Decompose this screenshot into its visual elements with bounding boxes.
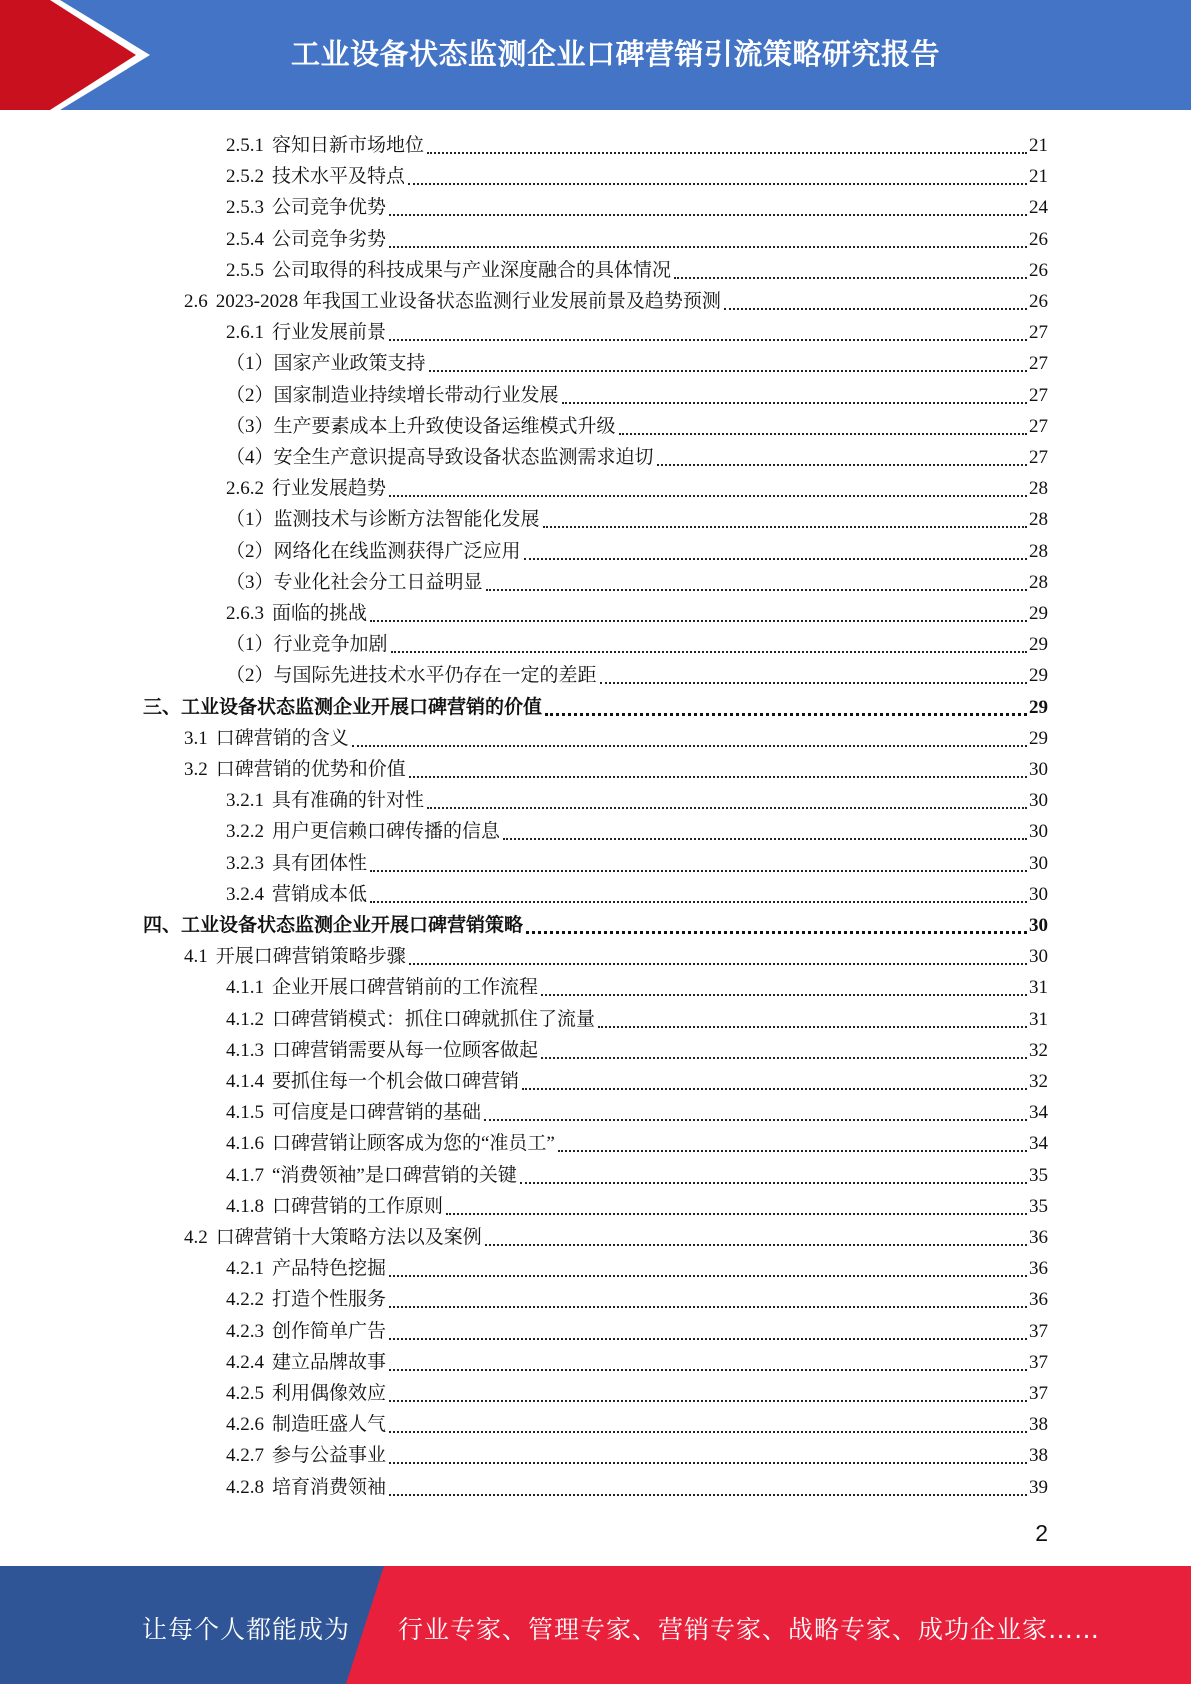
toc-entry[interactable] <box>143 690 1048 721</box>
toc-entry-page: 30 <box>1029 852 1048 874</box>
toc-entry[interactable] <box>226 846 1048 877</box>
toc-entry-page: 30 <box>1029 946 1048 968</box>
toc-leader-dots <box>484 1119 1027 1121</box>
toc-entry-label: 口碑营销的优势和价值 <box>215 759 406 780</box>
toc-entry[interactable] <box>226 1033 1048 1064</box>
toc-leader-dots <box>657 464 1027 466</box>
toc-entry-page: 29 <box>1029 634 1048 656</box>
toc-entry-number: 2.6.3 <box>226 603 264 624</box>
toc-entry[interactable] <box>226 502 1048 533</box>
toc-entry[interactable] <box>226 1064 1048 1095</box>
toc-entry-label: 口碑营销模式：抓住口碑就抓住了流量 <box>272 1008 596 1030</box>
toc-entry-label: 口碑营销需要从每一位顾客做起 <box>272 1039 539 1061</box>
toc-entry-label: 利用偶像效应 <box>272 1383 387 1404</box>
toc-entry-page: 21 <box>1029 135 1048 156</box>
toc-entry-number: 4.1.4 <box>226 1071 264 1092</box>
toc-entry-page: 30 <box>1029 915 1048 936</box>
toc-entry-number: 三、 <box>143 696 182 718</box>
toc-entry[interactable] <box>226 658 1048 689</box>
toc-leader-dots <box>524 558 1027 560</box>
toc-entry[interactable] <box>184 721 1048 752</box>
toc-entry[interactable] <box>226 253 1048 284</box>
toc-entry-label: 技术水平及特点 <box>272 166 406 188</box>
toc-entry-page: 30 <box>1029 759 1048 780</box>
toc-leader-dots <box>389 1462 1027 1464</box>
toc-leader-dots <box>352 745 1027 747</box>
toc-entry[interactable] <box>226 1407 1048 1438</box>
toc-leader-dots <box>485 1244 1027 1246</box>
toc-entry-number: （4） <box>226 447 274 468</box>
toc-leader-dots <box>391 651 1027 653</box>
toc-entry-label: 口碑营销让顾客成为您的“准员工” <box>272 1133 555 1155</box>
toc-entry-page: 26 <box>1029 228 1048 250</box>
toc-entry-number: 4.1 <box>184 946 208 968</box>
toc-entry-number: 4.1.1 <box>226 977 264 999</box>
toc-entry[interactable] <box>226 471 1048 502</box>
toc-entry-number: 2.5.3 <box>226 197 264 219</box>
toc-entry-page: 37 <box>1029 1383 1048 1404</box>
toc-entry-page: 29 <box>1029 665 1048 687</box>
toc-leader-dots <box>370 870 1027 872</box>
toc-entry-page: 36 <box>1029 1289 1048 1311</box>
toc-entry-page: 32 <box>1029 1039 1048 1061</box>
toc-leader-dots <box>389 1275 1027 1277</box>
toc-entry-number: 3.1 <box>184 727 208 749</box>
toc-entry-label: 专业化社会分工日益明显 <box>273 571 483 593</box>
toc-leader-dots <box>520 1182 1027 1184</box>
toc-entry-label: “消费领袖”是口碑营销的关键 <box>272 1164 517 1186</box>
toc-entry[interactable] <box>226 190 1048 221</box>
toc-leader-dots <box>429 370 1027 372</box>
toc-leader-dots <box>598 1026 1027 1028</box>
toc-leader-dots <box>389 339 1027 341</box>
toc-entry-label: 产品特色挖掘 <box>272 1258 387 1280</box>
toc-leader-dots <box>370 901 1027 903</box>
toc-entry-label: 工业设备状态监测企业开展口碑营销的价值 <box>181 696 543 718</box>
toc-entry[interactable] <box>226 627 1048 658</box>
toc-entry[interactable] <box>226 783 1048 814</box>
toc-entry-label: 用户更信赖口碑传播的信息 <box>272 821 501 843</box>
toc-entry-page: 36 <box>1029 1227 1048 1248</box>
toc-leader-dots <box>558 1150 1027 1152</box>
toc-entry-label: 口碑营销十大策略方法以及案例 <box>215 1227 482 1248</box>
toc-entry-label: 面临的挑战 <box>272 603 368 624</box>
toc-entry-page: 37 <box>1029 1320 1048 1342</box>
toc-entry-page: 39 <box>1029 1476 1048 1498</box>
toc-leader-dots <box>600 682 1027 684</box>
toc-entry[interactable] <box>226 222 1048 253</box>
toc-entry-page: 34 <box>1029 1133 1048 1155</box>
toc-entry-label: 建立品牌故事 <box>272 1351 387 1373</box>
toc-leader-dots <box>619 433 1027 435</box>
toc-entry-number: （1） <box>226 353 274 375</box>
toc-entry-label: 2023-2028 年我国工业设备状态监测行业发展前景及趋势预测 <box>215 291 721 312</box>
toc-entry-page: 21 <box>1029 166 1048 188</box>
toc-entry[interactable] <box>226 1126 1048 1157</box>
toc-leader-dots <box>408 183 1027 185</box>
toc-leader-dots <box>389 1494 1027 1496</box>
toc-entry-number: 4.1.3 <box>226 1039 264 1061</box>
toc-entry-number: 3.2 <box>184 759 208 780</box>
toc-leader-dots <box>724 308 1027 310</box>
footer-slogan-left: 让每个人都能成为 <box>142 1615 351 1644</box>
toc-entry-number: 4.1.6 <box>226 1133 264 1155</box>
toc-entry[interactable] <box>226 877 1048 908</box>
toc-entry-page: 38 <box>1029 1414 1048 1436</box>
toc-entry-page: 28 <box>1029 571 1048 593</box>
toc-entry-page: 27 <box>1029 384 1048 406</box>
toc-entry-page: 30 <box>1029 883 1048 905</box>
toc-entry-page: 29 <box>1029 727 1048 749</box>
toc-entry-label: 行业发展前景 <box>272 322 387 344</box>
toc-leader-dots <box>446 1213 1027 1215</box>
toc-entry-page: 28 <box>1029 509 1048 531</box>
toc-leader-dots <box>486 589 1027 591</box>
toc-entry[interactable] <box>226 378 1048 409</box>
toc-entry-number: 4.2.6 <box>226 1414 264 1436</box>
toc-leader-dots <box>541 1057 1027 1059</box>
toc-leader-dots <box>545 713 1027 716</box>
toc-entry-label: 监测技术与诊断方法智能化发展 <box>273 509 540 531</box>
toc-entry-label: 生产要素成本上升致使设备运维模式升级 <box>273 415 616 437</box>
toc-entry[interactable] <box>226 1470 1048 1501</box>
toc-entry-page: 26 <box>1029 259 1048 281</box>
toc-entry-number: 4.2.3 <box>226 1320 264 1342</box>
toc-entry-label: 行业竞争加剧 <box>273 634 388 656</box>
toc-entry-number: （2） <box>226 540 274 562</box>
toc-leader-dots <box>389 1400 1027 1402</box>
toc-entry-number: 3.2.2 <box>226 821 264 843</box>
toc-entry-number: 4.2.5 <box>226 1383 264 1404</box>
toc-entry-number: （3） <box>226 415 274 437</box>
toc-leader-dots <box>409 963 1027 965</box>
toc-entry-page: 31 <box>1029 977 1048 999</box>
toc-entry-page: 27 <box>1029 447 1048 468</box>
toc-leader-dots <box>389 495 1027 497</box>
toc-entry-label: 营销成本低 <box>272 883 368 905</box>
toc-entry[interactable] <box>226 409 1048 440</box>
toc-entry[interactable] <box>226 1158 1048 1189</box>
toc-entry-number: 2.5.2 <box>226 166 264 188</box>
toc-entry-page: 35 <box>1029 1164 1048 1186</box>
toc-entry-page: 35 <box>1029 1195 1048 1217</box>
toc-entry-label: 国家产业政策支持 <box>273 353 426 375</box>
toc-entry[interactable] <box>226 315 1048 346</box>
toc-entry[interactable] <box>184 1220 1048 1251</box>
toc-entry[interactable] <box>226 1095 1048 1126</box>
toc-entry-number: 4.1.8 <box>226 1195 264 1217</box>
toc-entry[interactable] <box>226 1376 1048 1407</box>
toc-entry-number: 4.2.4 <box>226 1351 264 1373</box>
toc-entry-label: 企业开展口碑营销前的工作流程 <box>272 977 539 999</box>
toc-entry-number: 3.2.3 <box>226 852 264 874</box>
toc-entry[interactable] <box>226 159 1048 190</box>
toc-entry-page: 27 <box>1029 353 1048 375</box>
toc-entry-page: 26 <box>1029 291 1048 312</box>
toc-entry-page: 32 <box>1029 1071 1048 1092</box>
toc-entry-label: 培育消费领袖 <box>272 1476 387 1498</box>
toc-leader-dots <box>370 620 1027 622</box>
toc-leader-dots <box>389 1431 1027 1433</box>
toc-leader-dots <box>389 1338 1027 1340</box>
toc-entry-page: 28 <box>1029 540 1048 562</box>
toc-entry-label: 口碑营销的工作原则 <box>272 1195 444 1217</box>
toc-entry-number: 2.5.5 <box>226 259 264 281</box>
toc-entry-page: 29 <box>1029 696 1048 718</box>
toc-entry-number: 4.2.2 <box>226 1289 264 1311</box>
toc-entry[interactable] <box>226 128 1048 159</box>
toc-entry-label: 口碑营销的含义 <box>215 727 349 749</box>
toc-entry-number: （3） <box>226 571 274 593</box>
toc-entry-page: 28 <box>1029 478 1048 500</box>
toc-entry-label: 网络化在线监测获得广泛应用 <box>273 540 521 562</box>
toc-entry-label: 具有团体性 <box>272 852 368 874</box>
toc-entry-number: 四、 <box>143 915 182 936</box>
toc-entry[interactable] <box>226 1345 1048 1376</box>
toc-entry-label: 国家制造业持续增长带动行业发展 <box>273 384 559 406</box>
toc-entry-label: 公司竞争劣势 <box>272 228 387 250</box>
toc-entry-page: 30 <box>1029 821 1048 843</box>
toc-entry-label: 行业发展趋势 <box>272 478 387 500</box>
toc-entry-page: 34 <box>1029 1102 1048 1124</box>
toc-entry-label: 公司取得的科技成果与产业深度融合的具体情况 <box>272 259 672 281</box>
toc-entry-number: 2.5.1 <box>226 135 264 156</box>
toc-entry-label: 要抓住每一个机会做口碑营销 <box>272 1071 520 1092</box>
toc-entry[interactable] <box>226 440 1048 471</box>
toc-entry-page: 24 <box>1029 197 1048 219</box>
toc-entry-number: （1） <box>226 509 274 531</box>
toc-entry-label: 安全生产意识提高导致设备状态监测需求迫切 <box>273 447 654 468</box>
toc-entry-number: 4.2.7 <box>226 1445 264 1467</box>
toc-leader-dots <box>503 838 1027 840</box>
toc-entry-label: 与国际先进技术水平仍存在一定的差距 <box>273 665 597 687</box>
toc-entry-number: 3.2.4 <box>226 883 264 905</box>
toc-entry-label: 具有准确的针对性 <box>272 790 425 812</box>
toc-entry-page: 27 <box>1029 322 1048 344</box>
toc-entry-page: 29 <box>1029 603 1048 624</box>
toc-entry[interactable] <box>226 1189 1048 1220</box>
toc-entry-number: 3.2.1 <box>226 790 264 812</box>
toc-entry[interactable] <box>226 1282 1048 1313</box>
toc-entry[interactable] <box>184 752 1048 783</box>
toc-leader-dots <box>562 402 1027 404</box>
toc-entry-number: 2.6.2 <box>226 478 264 500</box>
toc-entry-number: 4.2 <box>184 1227 208 1248</box>
toc-entry-number: 2.6.1 <box>226 322 264 344</box>
toc-entry[interactable] <box>226 534 1048 565</box>
toc-entry[interactable] <box>226 970 1048 1001</box>
toc-entry[interactable] <box>226 1251 1048 1282</box>
toc-entry-label: 打造个性服务 <box>272 1289 387 1311</box>
toc-entry[interactable] <box>226 1314 1048 1345</box>
toc-entry[interactable] <box>184 284 1048 315</box>
report-title: 工业设备状态监测企业口碑营销引流策略研究报告 <box>290 36 940 71</box>
toc-entry-label: 公司竞争优势 <box>272 197 387 219</box>
toc-leader-dots <box>389 1306 1027 1308</box>
toc-entry-label: 可信度是口碑营销的基础 <box>272 1102 482 1124</box>
page-footer <box>0 1566 1191 1684</box>
toc-leader-dots <box>389 246 1027 248</box>
toc-entry-number: 4.2.1 <box>226 1258 264 1280</box>
toc-entry-page: 27 <box>1029 415 1048 437</box>
toc-entry-number: 4.1.2 <box>226 1008 264 1030</box>
toc-entry-number: （1） <box>226 634 274 656</box>
toc-entry-number: （2） <box>226 384 274 406</box>
toc-entry[interactable] <box>184 939 1048 970</box>
toc-leader-dots <box>674 277 1027 279</box>
toc-entry[interactable] <box>226 565 1048 596</box>
toc-entry-label: 容知日新市场地位 <box>272 135 425 156</box>
page-header <box>0 0 1191 110</box>
toc-entry[interactable] <box>226 346 1048 377</box>
toc-leader-dots <box>526 931 1027 934</box>
toc-entry[interactable] <box>226 814 1048 845</box>
toc-entry-number: （2） <box>226 665 274 687</box>
toc-entry-label: 制造旺盛人气 <box>272 1414 387 1436</box>
toc-entry-number: 4.1.5 <box>226 1102 264 1124</box>
toc-entry-label: 开展口碑营销策略步骤 <box>215 946 406 968</box>
toc-entry-page: 37 <box>1029 1351 1048 1373</box>
toc-entry-page: 36 <box>1029 1258 1048 1280</box>
toc-leader-dots <box>522 1088 1027 1090</box>
toc-entry-page: 30 <box>1029 790 1048 812</box>
toc-entry-page: 31 <box>1029 1008 1048 1030</box>
toc-entry-label: 工业设备状态监测企业开展口碑营销策略 <box>181 915 524 936</box>
toc-leader-dots <box>427 152 1027 154</box>
toc-entry-number: 4.2.8 <box>226 1476 264 1498</box>
toc-leader-dots <box>409 776 1027 778</box>
toc-leader-dots <box>541 994 1027 996</box>
toc-leader-dots <box>543 526 1027 528</box>
toc-entry[interactable] <box>226 1002 1048 1033</box>
toc-leader-dots <box>427 807 1027 809</box>
toc-entry-label: 参与公益事业 <box>272 1445 387 1467</box>
toc-entry-number: 4.1.7 <box>226 1164 264 1186</box>
toc-entry-number: 2.5.4 <box>226 228 264 250</box>
toc-entry-page: 38 <box>1029 1445 1048 1467</box>
toc-entry-number: 2.6 <box>184 291 208 312</box>
toc-entry[interactable] <box>226 1438 1048 1469</box>
toc-leader-dots <box>389 1369 1027 1371</box>
page-number: 2 <box>1035 1520 1048 1546</box>
toc-entry[interactable] <box>143 908 1048 939</box>
toc-entry-label: 创作简单广告 <box>272 1320 387 1342</box>
toc-entry[interactable] <box>226 596 1048 627</box>
toc-leader-dots <box>389 214 1027 216</box>
footer-slogan-right: 行业专家、管理专家、营销专家、战略专家、成功企业家…… <box>398 1615 1101 1644</box>
